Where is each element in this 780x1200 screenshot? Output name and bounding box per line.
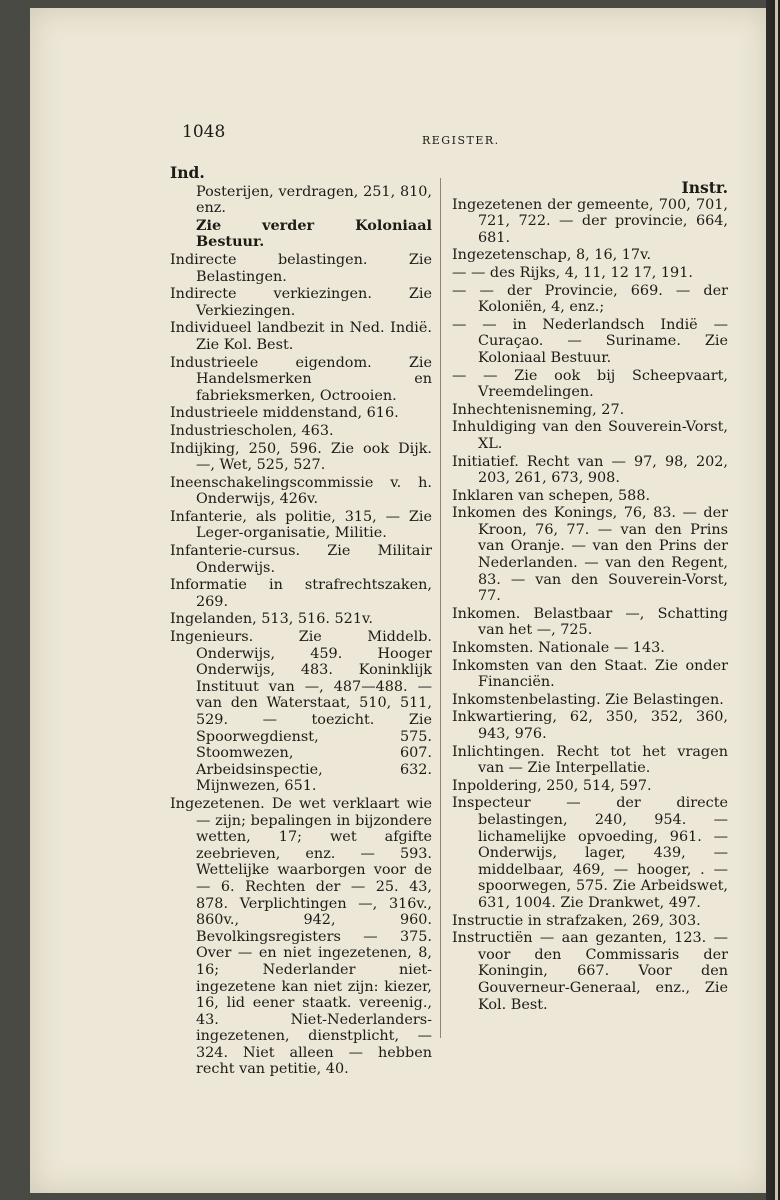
index-entry: Informatie in strafrechtszaken, 269. <box>170 577 432 610</box>
index-entry: Inspecteur — der directe belastingen, 240, 954. — lichamelijke opvoeding, 961. — Onderwijs, lager, 439, — middelbaar, 469, — hooger, . — spoorwegen, 575. Zie Arbeidswet, 631, 1004. Zie Drankwet, 497. <box>452 795 728 911</box>
index-entry: Instructiën — aan gezanten, 123. — voor den Commissaris der Koningin, 667. Voor den Gouverneur-Generaal, enz., Zie Kol. Best. <box>452 930 728 1013</box>
right-column <box>452 180 728 1014</box>
index-entry: Posterijen, verdragen, 251, 810, enz. <box>196 183 432 217</box>
index-entry: Inkomsten. Nationale — 143. <box>452 640 665 657</box>
index-entry: Inkomstenbelasting. Zie Belastingen. <box>452 691 724 708</box>
index-entry: Individueel landbezit in Ned. Indië. Zie Kol. Best. <box>170 320 432 353</box>
index-entry: Instructie in strafzaken, 269, 303. <box>452 912 701 929</box>
index-entry: Inlichtingen. Recht tot het vragen van — Zie Interpellatie. <box>452 743 728 777</box>
index-entry: — — in Nederlandsch Indië — Curaçao. — Suriname. Zie Koloniaal Bestuur. <box>452 316 728 366</box>
index-entry: Inklaren van schepen, 588. <box>452 487 651 504</box>
index-entry: Industrieele middenstand, 616. <box>170 405 399 422</box>
page-edge <box>775 0 778 1200</box>
index-entry: Inkomen. Belastbaar —, Schatting van het —, 725. <box>452 605 728 639</box>
page-number: 1048 <box>182 122 226 142</box>
index-entry: Indirecte verkiezingen. Zie Verkiezingen. <box>170 286 432 319</box>
index-entry: Indijking, 250, 596. Zie ook Dijk. —, Wet, 525, 527. <box>170 440 432 474</box>
index-entry: Ingezetenen. De wet verklaart wie — zijn; bepalingen in bijzondere wetten, 17; wet afgifte zeebrieven, enz. — 593. Wettelijke waarborgen voor de — 6. Rechten der — 25. 43, 878. Verplichtingen —, 316v., 860v., 942, 960. Bevolkingsregisters — 375. Over — en niet ingezetenen, 8, 16; Nederlander niet-ingezetene kan niet zijn: kiezer, 16, lid eener staatk. vereenig., 43. Niet-Nederlanders-ingezetenen, dienstplicht, — 324. Niet alleen — hebben recht van petitie, 40. <box>170 795 432 1078</box>
index-entry: Ingezetenschap, 8, 16, 17v. <box>452 247 652 264</box>
index-entry: Industrieele eigendom. Zie Handelsmerken en fabrieksmerken, Octrooien. <box>170 354 432 404</box>
index-entry: Inhuldiging van den Souverein-Vorst, XL. <box>452 419 728 452</box>
index-entry: Inkomen des Konings, 76, 83. — der Kroon, 76, 77. — van den Prins van Oranje. — van den Prins der Nederlanden. — van den Regent, 83. — van den Souverein-Vorst, 77. <box>452 505 728 605</box>
index-entry: Infanterie-cursus. Zie Militair Onderwijs. <box>170 543 432 576</box>
index-entry: Ingelanden, 513, 516. 521v. <box>170 611 373 628</box>
index-entry: Ingezetenen der gemeente, 700, 701, 721, 722. — der provincie, 664, 681. <box>452 196 728 246</box>
index-entry: Infanterie, als politie, 315, — Zie Leger-organisatie, Militie. <box>170 508 432 542</box>
index-entry-bold: Zie verder Koloniaal Bestuur. <box>196 216 432 251</box>
index-entry: Inpoldering, 250, 514, 597. <box>452 777 652 794</box>
right-catchword: Instr. <box>681 178 728 197</box>
index-entry: Indirecte belastingen. Zie Belastingen. <box>170 251 432 285</box>
left-catchword: Ind. <box>170 163 205 182</box>
index-entry: Inhechtenisneming, 27. <box>452 401 625 418</box>
index-entry: — — Zie ook bij Scheepvaart, Vreemdelingen. <box>452 367 728 401</box>
index-entry: Inkomsten van den Staat. Zie onder Financiën. <box>452 657 728 691</box>
index-entry: — — der Provincie, 669. — der Koloniën, 4, enz.; <box>452 282 728 316</box>
index-entry: — — des Rijks, 4, 11, 12 17, 191. <box>452 264 693 281</box>
index-entry: Industriescholen, 463. <box>170 422 334 439</box>
index-entry: Initiatief. Recht van — 97, 98, 202, 203, 261, 673, 908. <box>452 453 728 487</box>
index-entry: Ineenschakelingscommissie v. h. Onderwijs, 426v. <box>170 474 432 508</box>
left-column <box>170 165 432 1079</box>
index-entry: Ingenieurs. Zie Middelb. Onderwijs, 459. Hooger Onderwijs, 483. Koninklijk Instituut van —, 487—488. — van den Waterstaat, 510, 511, 529. — toezicht. Zie Spoorwegdienst, 575. Stoomwezen, 607. Arbeidsinspectie, 632. Mijnwezen, 651. <box>170 629 432 795</box>
column-divider <box>440 178 441 1038</box>
index-entry: Inkwartiering, 62, 350, 352, 360, 943, 976. <box>452 709 728 742</box>
running-head: REGISTER. <box>422 134 500 147</box>
